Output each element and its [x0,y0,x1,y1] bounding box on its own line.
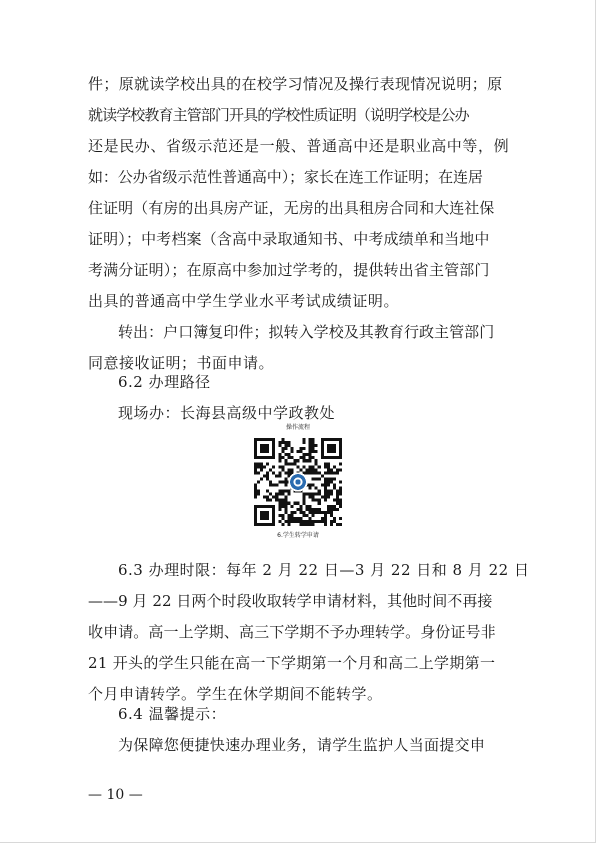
qr-caption: 6.学生转学申请 [277,532,319,539]
qr-title: 操作流程 [285,424,310,431]
page-number: — 10 — [88,787,143,803]
body-text-line: 收申请。高一上学期、高三下学期不予办理转学。身份证号非 [88,623,496,641]
body-text-line: 同意接收证明；书面申请。 [88,354,275,372]
onsite-office-text: 现场办：长海县高级中学政教处 [118,404,336,422]
body-text-line: 证明）；中考档案（含高中录取通知书、中考成绩单和当地中 [88,230,490,248]
body-text-line: 如：公办省级示范性普通高中）；家长在连工作证明；在连居 [88,168,483,186]
body-text-line: 个月申请转学。学生在休学期间不能转学。 [88,685,383,703]
qr-code-image [254,436,342,528]
body-text-line: 21 开头的学生只能在高一下学期第一个月和高二上学期第一 [88,654,496,672]
section-heading-6-3: 6.3 办理时限：每年 2 月 22 日—3 月 22 日和 8 月 22 日 [118,561,530,579]
section-heading-6-2: 6.2 办理路径 [118,373,211,391]
body-text-line: 就读学校教育主管部门开具的学校性质证明（说明学校是公办 [88,106,469,124]
body-text-line: 住证明（有房的出具房产证，无房的出具租房合同和大连社保 [88,199,495,217]
transfer-out-paragraph: 转出：户口簿复印件；拟转入学校及其教育行政主管部门 [118,323,495,341]
body-text-line: 还是民办、省级示范还是一般、普通高中还是职业高中等，例 [88,137,510,155]
body-text-line: 为保障您便捷快速办理业务，请学生监护人当面提交申 [118,736,486,754]
qr-code-block [240,424,356,542]
body-text-line: ——9 月 22 日两个时段收取转学申请材料，其他时间不再接 [88,592,493,610]
body-text-line: 考满分证明）；在原高中参加过学考的，提供转出省主管部门 [88,261,490,279]
body-text-line: 出具的普通高中学生学业水平考试成绩证明。 [88,292,400,310]
body-text-line: 件；原就读学校出具的在校学习情况及操行表现情况说明；原 [88,75,503,93]
section-heading-6-4: 6.4 温馨提示： [118,705,227,723]
